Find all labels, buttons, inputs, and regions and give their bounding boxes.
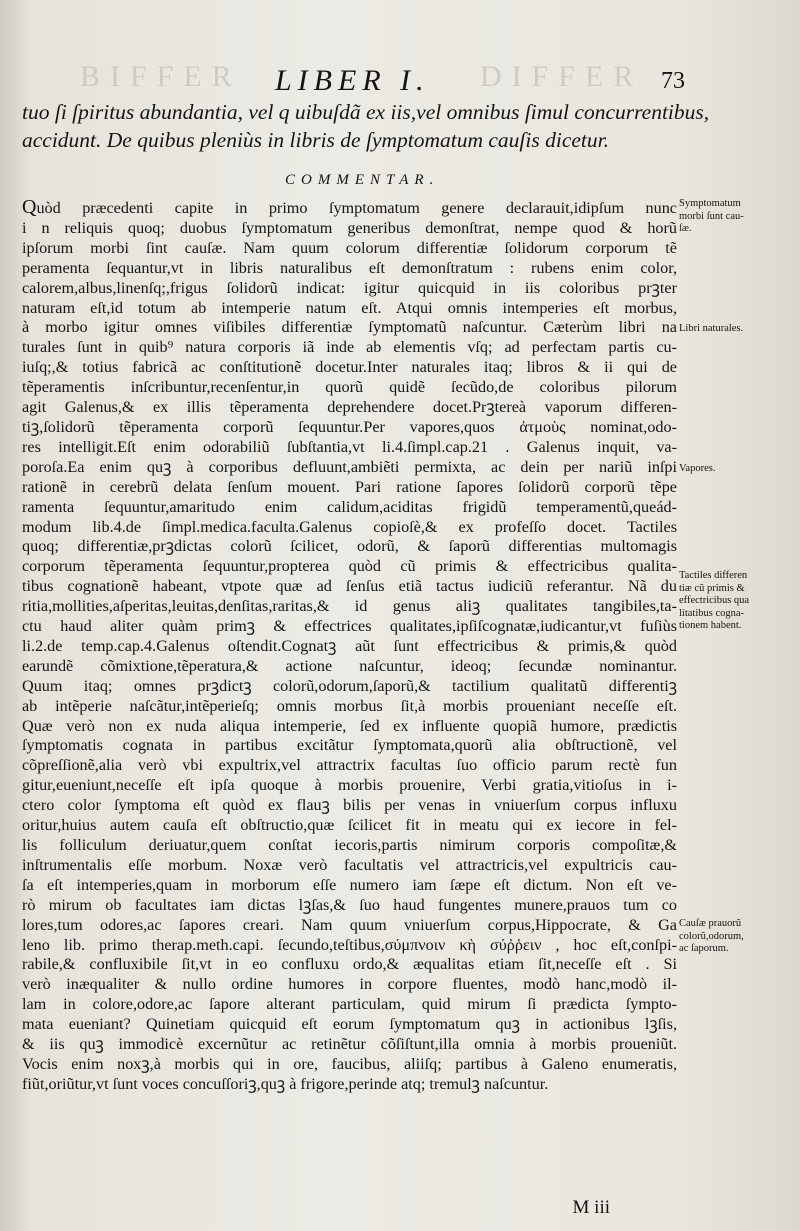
margin-note-line: tionem habent. — [679, 620, 742, 631]
text-line: à morbo igitur omnes viſibiles differentiæ ſymptomatũ naſcuntur. Cæterùm libri na — [22, 318, 677, 337]
text-line: peramenta ſequantur,vt in libris naturalibus eſt demonſtratum : rubens enim color, — [22, 258, 677, 277]
margin-note-line: effectricibus qua — [679, 595, 750, 606]
text-line: tẽperamentis inſcribuntur,recenſentur,in quorũ quidẽ ſecũdo,de coloribus pilorum — [22, 378, 677, 397]
text-line: Vocis enim noxꝫ,à morbis qui in ore, faucibus, aliiſq; partibus à Galeno enumeratis, — [22, 1054, 677, 1073]
text-line: Quòd præcedenti capite in primo ſymptomatum genere declarauit,idipſum nunc — [22, 198, 677, 218]
text-line: inſtrumentalis eſſe morbum. Noxæ verò facultatis vel attractricis,vel expultricis cau- — [22, 855, 677, 874]
text-line: modum lib.4.de ſimpl.medica.faculta.Galenus copioſè,& ex profeſſo docet. Tactiles — [22, 517, 677, 536]
text-line: tibus cognationẽ habeant, vtpote quæ ad ſenſus etiã tactus iudiciũ referantur. Nã du — [22, 577, 677, 596]
page-number: 73 — [661, 68, 685, 94]
text-line: Quæ verò non ex nuda aliqua intemperie, ſed ex influente quopiã humore, prædictis — [22, 716, 677, 735]
text-line: iuſq;,& totius fabricã ac conſtitutionẽ docetur.Inter naturales itaq; libros & ii qui de — [22, 358, 677, 377]
text-line: poroſa.Ea enim quꝫ à corporibus defluunt,ambiẽti permixta, ac dein per nariũ inſpi — [22, 457, 677, 476]
text-line: calorem,albus,linenſq;,frigus ſolidorũ indicat: igitur quicquid in iis coloribus prꝫter — [22, 278, 677, 297]
intro-line: accidunt. De quibus pleniùs in libris de ſymptomatum cauſis dicetur. — [22, 128, 610, 152]
text-line: ipſorum morbi ſint cauſæ. Nam quum colorum differentiæ ſolidorum corporum tẽ — [22, 238, 677, 257]
commentary-body — [22, 198, 677, 1095]
margin-note-line: ac ſaporum. — [679, 943, 729, 954]
margin-note-line: colorũ,odorum, — [679, 930, 744, 942]
intro-line: tuo ſi ſpiritus abundantia, vel q uibuſdã ex iis,vel omnibus ſimul concurrentibus, — [22, 100, 710, 124]
text-line: res intelligit.Eſt enim odorabiliũ ſubſtantia,vt li.4.ſimpl.cap.21 . Galenus inquit, va- — [22, 437, 677, 456]
text-line: naturam eſt,id totum ab intemperie natum eſt. Atqui omnis intemperies eſt morbus, — [22, 298, 677, 317]
text-line: & iis quꝫ immodicè excernũtur ac retinẽtur cõſiſtunt,illa omnia à morbis proueniũt. — [22, 1035, 677, 1054]
bleed-through-text: DIFFER — [480, 60, 644, 93]
text-line: ctero color ſymptoma eſt quòd ex flauꝫ bilis per venas in vniuerſum corpus influxu — [22, 796, 677, 815]
text-line: ritia,mollities,aſperitas,leuitas,denſitas,raritas,& id genus aliꝫ qualitates tangibiles,ta- — [22, 597, 677, 616]
margin-note-line: ſæ. — [679, 223, 692, 234]
text-line: ſymptomatis cognata in partibus excitãtur ſymptomata,quorũ alia obſtructionẽ, vel — [22, 736, 677, 755]
text-line: ſa eſt intemperies,quam in morborum eſſe numero iam ſæpe eſt dictum. Non eſt ve- — [22, 875, 677, 894]
margin-note — [679, 918, 797, 956]
text-line: earundẽ cõmixtione,tẽperatura,& actione naſcuntur, ideoq; ſecundæ nominantur. — [22, 656, 677, 675]
text-line: tiꝫ,ſolidorũ tẽperamenta corporũ ſequuntur.Per vapores,quos ἀτμοὺς nominat,odo- — [22, 417, 677, 436]
margin-note — [679, 463, 797, 476]
text-line: lores,tum odores,ac ſapores creari. Nam quum vniuerſum corpus,Hippocrate, & Ga — [22, 915, 677, 934]
margin-note-line: tiæ cũ primis & — [679, 582, 745, 594]
text-line: fiũt,oriũtur,vt ſunt voces concuſſoriꝫ,quꝫ à frigore,perinde atq; tremulꝫ naſcuntur. — [22, 1074, 549, 1093]
text-line: oritur,huius autem cauſa eſt obſtructio,quæ ſcilicet fit in meatu qui ex iecore in fel- — [22, 816, 677, 835]
margin-note-line: morbi ſunt cau- — [679, 210, 744, 222]
margin-note-line: Cauſæ prauorũ — [679, 918, 742, 929]
bleed-through-text: BIFFER — [80, 60, 242, 93]
text-line: leno lib. primo therap.meth.capi. ſecundo,teſtibus,σύμπνοιν κὴ σύῤῥειν , hoc eſt,conſpi- — [22, 935, 677, 954]
commentary-heading: COMMENTAR. — [285, 172, 440, 188]
text-line: cõpreſſionẽ,alia verò vbi expultrix,vel attractrix facultas ſuo officio parum rectè fun — [22, 756, 677, 775]
text-line: ctu haud aliter quàm primꝫ & effectrices qualitates,ipſiſcognatæ,iudicantur,vt fuſiùs — [22, 617, 677, 636]
text-line: lam in colore,odore,ac ſapore alterant particulam, quid mirum ſi prædicta ſympto- — [22, 995, 677, 1014]
text-line: rò mirum ob facultates iam dictas lꝫſas,& ſuo haud fungentes munere,prauos tum co — [22, 895, 677, 914]
text-line: gitur,eueniunt,neceſſe eſt ipſa quoque à morbis prouenire, Verbi gratia,vitioſus in i- — [22, 776, 677, 795]
text-line: ramenta ſequuntur,amaritudo enim calidum,aciditas frigidũ temperamentũ,queád- — [22, 497, 677, 516]
text-line: verò inæqualiter & nullo ordine humores in corpore fluentes, modò hanc,modò il- — [22, 975, 677, 994]
text-line: rationẽ in cerebrũ delata ſenſum mouent. Pari ratione ſapores ſolidorũ corporũ tẽpe — [22, 477, 677, 496]
margin-note — [679, 570, 797, 633]
text-line: lis folliculum deriuatur,quem conſtat iecoris,partis nimirum corporis compoſitæ,& — [22, 836, 677, 854]
intro-text — [22, 98, 710, 154]
text-line: i n reliquis quoq; duobus ſymptomatum generibus demonſtrat, nempe quod & horũ — [22, 218, 677, 237]
text-line: mata eueniant? Quinetiam quicquid eſt eorum ſymptomatum quꝫ in actionibus lꝫſis, — [22, 1015, 677, 1034]
margin-note — [679, 198, 797, 236]
text-line: rabile,& confluxibile ſit,vt in eo confluxu ordo,& æqualitas etiam ſit,neceſſe eſt . Si — [22, 955, 677, 974]
text-line: turales ſunt in quib⁹ natura corporis iã inde ab elementis vſq; ad perfectam partis cu- — [22, 338, 677, 357]
text-line: li.2.de temp.cap.4.Galenus oſtendit.Cognatꝫ aũt ſunt effectricibus & primis,& quòd — [22, 636, 677, 655]
margin-note-line: litatibus cogna- — [679, 607, 745, 619]
text-line: agit Galenus,& ex illis tẽperamenta deprehendere docet.Prꝫtereà vaporum differen- — [22, 398, 677, 417]
running-head: LIBER I. — [275, 64, 430, 97]
text-line: corporum tẽperamenta ſequuntur,propterea quòd cũ primis & effectricibus qualita- — [22, 557, 677, 576]
margin-note-line: Symptomatum — [679, 198, 741, 209]
text-line: ab intẽperie naſcãtur,intẽperieſq; omnis morbus ſit,à morbis proueniant neceſſe eſt. — [22, 696, 677, 715]
margin-note-line: Libri naturales. — [679, 323, 744, 334]
margin-note-line: Tactiles differen — [679, 570, 748, 581]
text-line: Quum itaq; omnes prꝫdictꝫ colorũ,odorum,ſaporũ,& tactilium qualitatũ differentiꝫ — [22, 676, 677, 695]
signature-mark: M iii — [572, 1197, 610, 1218]
text-line: quoq; differentiæ,prꝫdictas colorũ ſcilicet, odorũ, & ſaporũ differentias multomagis — [22, 537, 677, 556]
margin-note — [679, 323, 797, 336]
margin-note-line: Vapores. — [679, 463, 716, 474]
